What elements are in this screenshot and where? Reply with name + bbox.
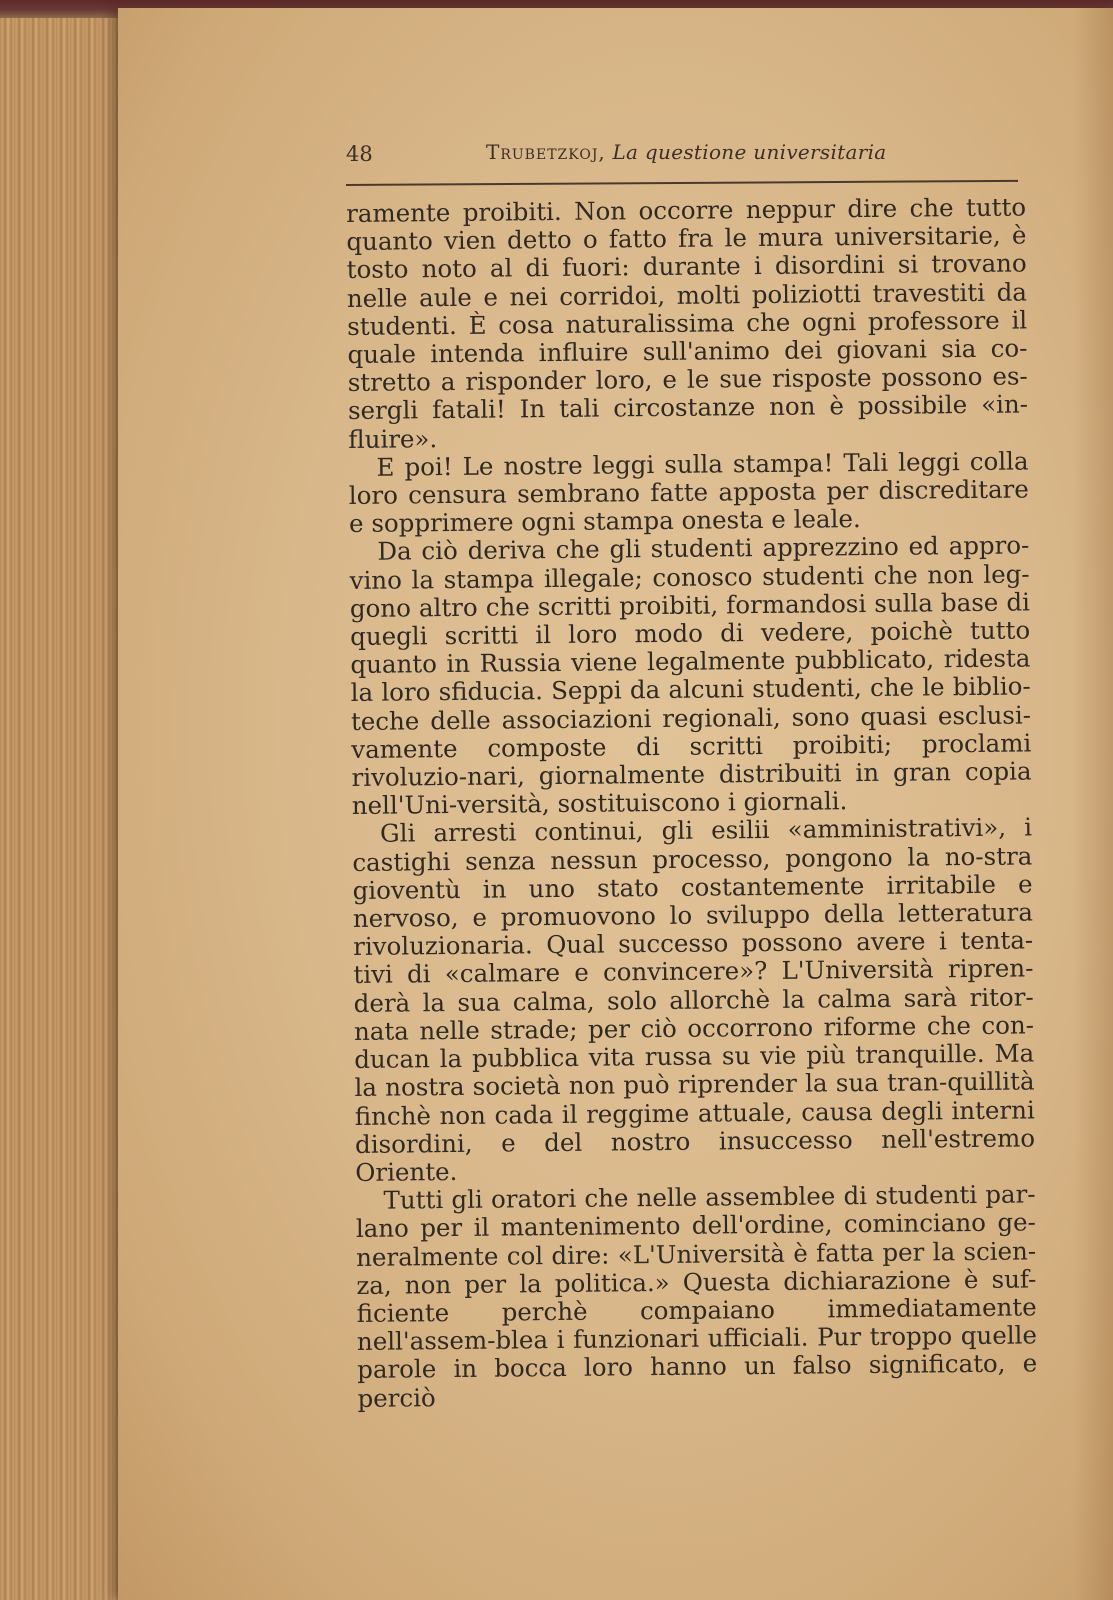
paragraph-2: E poi! Le nostre leggi sulla stampa! Tali leggi colla loro censura sembrano fatte apposta per discreditare e sopprimere ogni stampa onesta e leale. bbox=[348, 446, 1029, 539]
body-text bbox=[346, 193, 1038, 1412]
running-title-author: Trubetzkoj, bbox=[486, 140, 606, 164]
paragraph-4: Gli arresti continui, gli esilii «amministrativi», i castighi senza nessun processo, pongono la no-stra gioventù in uno stato costantemente irritabile e nervoso, e promuovono lo sviluppo della letteratura rivoluzionaria. Qual successo possono avere i tenta-tivi di «calmare e convincere»? L'Università ripren-derà la sua calma, solo allorchè la calma sarà ritor-nata nelle strade; per ciò occorrono riforme che con-ducan la pubblica vita russa su vie più tranquille. Ma la nostra società non può riprender la sua tran-quillità finchè non cada il reggime attuale, causa degli interni disordini, e del nostro insuccesso nell'estremo Oriente. bbox=[352, 812, 1036, 1187]
running-title-work: La questione universitaria bbox=[612, 140, 887, 164]
paragraph-5: Tutti gli oratori che nelle assemblee di studenti par-lano per il mantenimento dell'ordine, cominciano ge-neralmente col dire: «L'Università è fatta per la scien-za, non per la politica.» Questa dichiarazione è suf-ficiente perchè compaiano immediatamente nell'assem-blea i funzionari ufficiali. Pur troppo quelle parole in bocca loro hanno un falso significato, e perciò bbox=[355, 1179, 1038, 1413]
running-header bbox=[346, 136, 1006, 176]
paragraph-1: ramente proibiti. Non occorre neppur dire che tutto quanto vien detto o fatto fra le mura universitarie, è tosto noto al di fuori: durante i disordini si trovano nelle aule e nei corridoi, molti poliziotti travestiti da studenti. È cosa naturalissima che ogni professore il quale intenda influire sull'animo dei giovani sia co-stretto a risponder loro, e le sue risposte possono es-sergli fatali! In tali circostanze non è possibile «in-fluire». bbox=[345, 192, 1029, 454]
paragraph-3: Da ciò deriva che gli studenti apprezzino ed appro-vino la stampa illegale; conosco studenti che non leg-gono altro che scritti proibiti, formandosi sulla base di quegli scritti il loro modo di vedere, poichè tutto quanto in Russia viene legalmente pubblicato, ridesta la loro sfiducia. Seppi da alcuni studenti, che le biblio-teche delle associazioni regionali, sono quasi esclusi-vamente composte di scritti proibiti; proclami rivoluzio-nari, giornalmente distribuiti in gran copia nell'Uni-versità, sostituiscono i giornali. bbox=[349, 530, 1032, 821]
page-number: 48 bbox=[346, 142, 373, 166]
running-title bbox=[486, 140, 887, 164]
